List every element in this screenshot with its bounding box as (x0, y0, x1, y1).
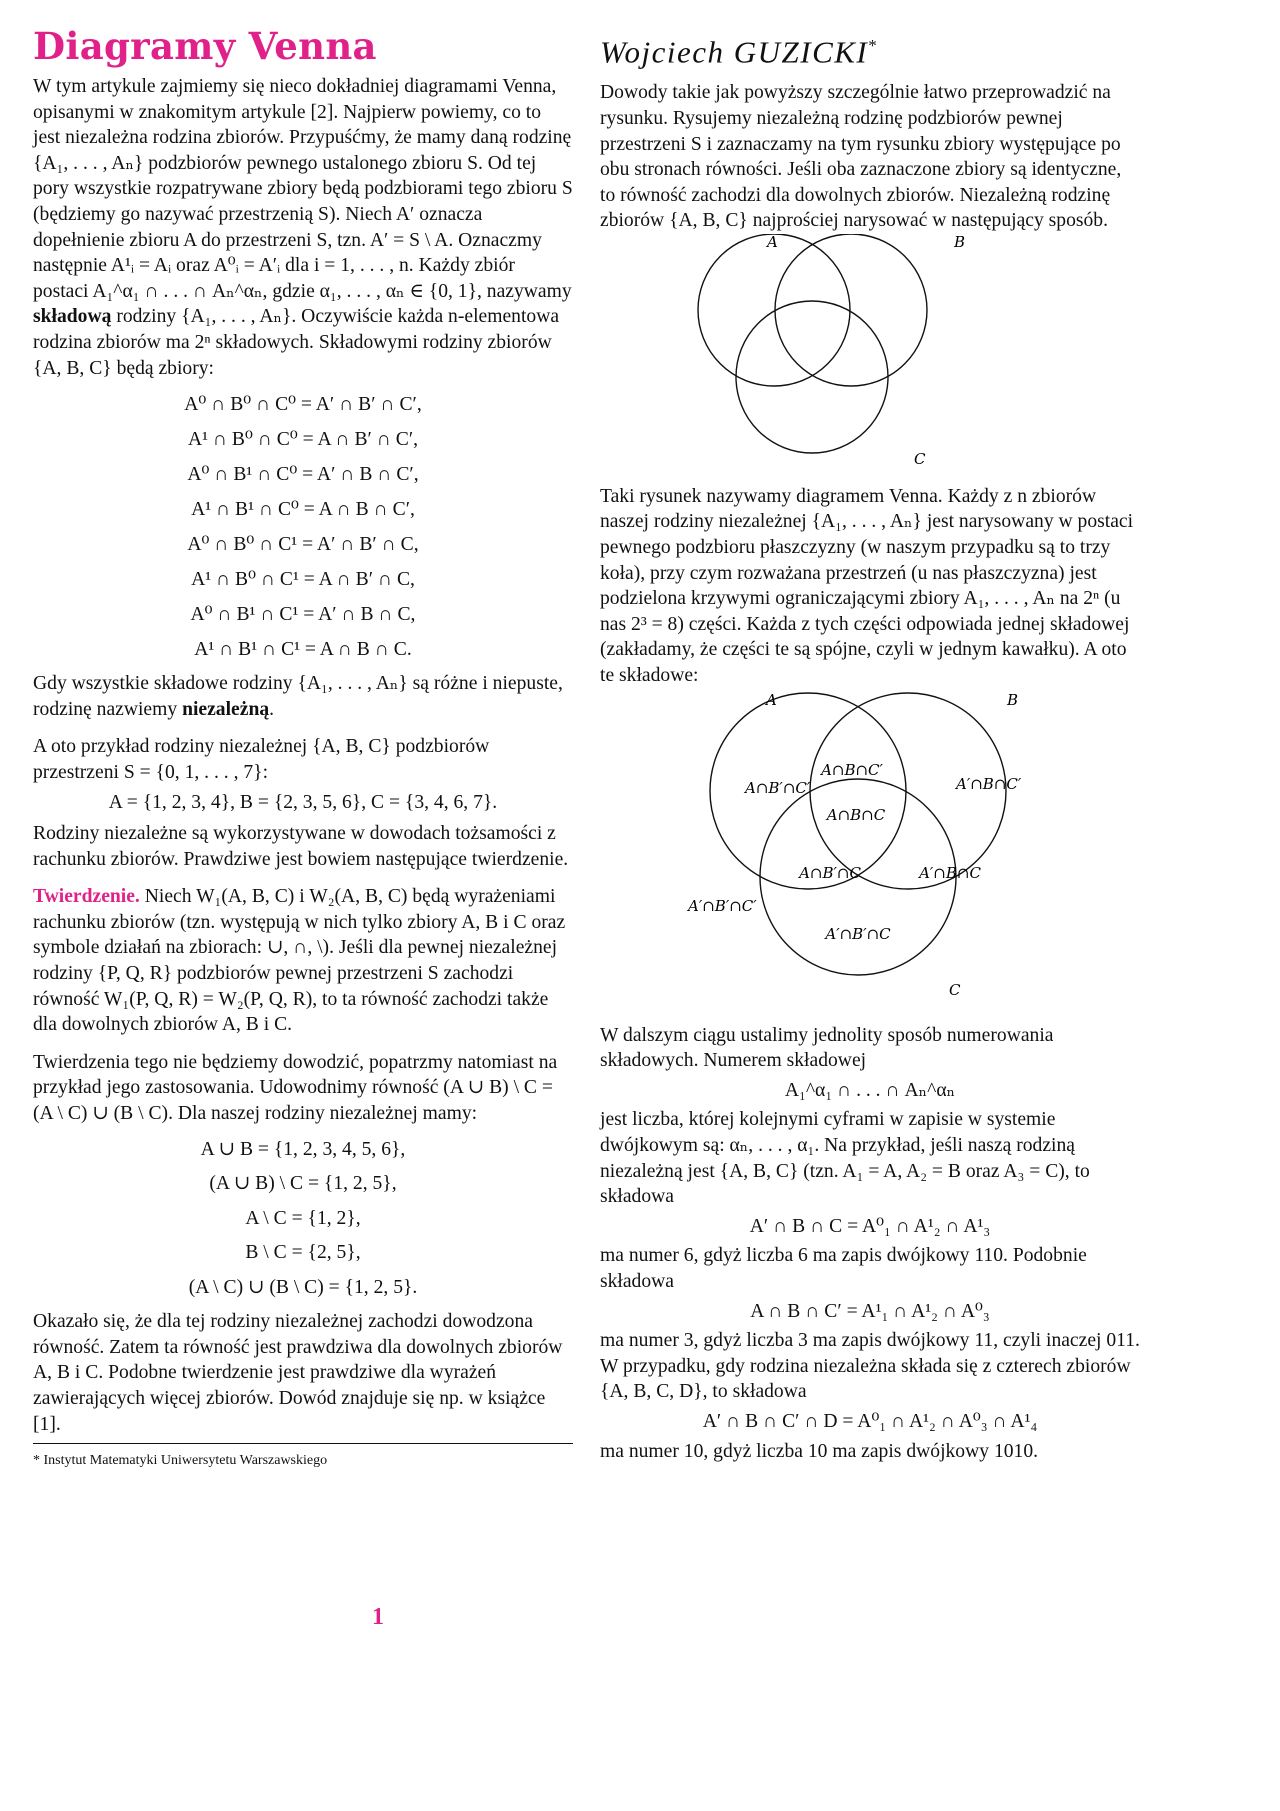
intro-text: W tym artykule zajmiemy się nieco dokładniej diagramami Venna, opisanymi w znakomitym artykule [2]. Najpierw powiemy, co to jest niezależna rodzina zbiorów. Przypuśćmy, że mamy daną rodzinę {A₁, . . . , Aₙ} podzbiorów pewnego ustalonego zbioru S. Od tej pory wszystkie rozpatrywane zbiory będą podzbiorami tego zbioru S (będziemy go nazywać przestrzenią S). Niech A′ oznacza dopełnienie zbioru A do przestrzeni S, tzn. A′ = S \ A. Oznaczmy następnie A¹ᵢ = Aᵢ oraz A⁰ᵢ = A′ᵢ dla i = 1, . . . , n. Każdy zbiór postaci A₁^α₁ ∩ . . . ∩ Aₙ^αₙ, gdzie α₁, . . . , αₙ ∈ {0, 1}, nazywamy (33, 76, 573, 302)
label-b: B (954, 233, 966, 251)
circle-c (736, 301, 888, 453)
proof-eq: B \ C = {2, 5}, (245, 1242, 361, 1264)
diagram-explanation: Taki rysunek nazywamy diagramem Venna. Każdy z n zbiorów naszej rodziny niezależnej {A₁, . . . , Aₙ} jest narysowany w postaci pewnego podzbioru płaszczyzny (w naszym przypadku są to trzy koła), przy czym rozważana przestrzeń (u nas płaszczyzna) jest podzielona krzywymi ograniczającymi zbiory A₁, . . . , Aₙ na 2ⁿ (u nas 2³ = 8) części. Każda z tych części odpowiada jednej składowej (zakładamy, że części te są spójne, czyli w jednym kawałku). A oto te składowe: (600, 485, 1134, 687)
region-outside: A′∩B′∩C′ (688, 896, 757, 915)
theorem-lead: Twierdzenie. (33, 886, 140, 908)
circle-b (775, 234, 927, 386)
footnote-rule (33, 1443, 573, 1470)
footnote: * Instytut Matematyki Uniwersytetu Warszawskiego (33, 1453, 328, 1469)
article-title: Diagramy Venna (33, 24, 377, 68)
equation-3: A ∩ B ∩ C′ = A¹₁ ∩ A¹₂ ∩ A⁰₃ (750, 1300, 990, 1322)
conclusion-paragraph: Okazało się, że dla tej rodziny niezależnej zachodzi dowodzona równość. Zatem ta równość jest prawdziwa dla dowolnych zbiorów A, B i C. Podobne twierdzenie jest prawdziwe dla wyrażeń zawierających więcej zbiorów. Dowód znajduje się np. w książce [1]. (33, 1311, 563, 1435)
intro-tail: rodziny {A₁, . . . , Aₙ}. Oczywiście każda n-elementowa rodzina zbiorów ma 2ⁿ składowych. Składowymi rodziny zbiorów {A, B, C} będą zbiory: (33, 306, 560, 379)
proof-intro: Twierdzenia tego nie będziemy dowodzić, popatrzmy natomiast na przykład jego zastosowania. Udowodnimy równość (A ∪ B) \ C = (A \ C) ∪ (B \ C). Dla naszej rodziny niezależnej mamy: (33, 1051, 558, 1125)
right-intro: Dowody takie jak powyższy szczególnie łatwo przeprowadzić na rysunku. Rysujemy niezależną rodzinę podzbiorów pewnej przestrzeni S i zaznaczamy na tym rysunku zbiory występujące po obu stronach równości. Jeśli oba zaznaczone zbiory są identyczne, to równość zachodzi dla dowolnych zbiorów. Niezależną rodzinę zbiorów {A, B, C} najprościej narysować w następujący sposób. (600, 82, 1122, 232)
equation-10: A′ ∩ B ∩ C′ ∩ D = A⁰₁ ∩ A¹₂ ∩ A⁰₃ ∩ A¹₄ (702, 1410, 1038, 1432)
label-a: A (767, 233, 778, 251)
page-number: 1 (372, 1604, 384, 1630)
component-eq: A⁰ ∩ B⁰ ∩ C⁰ = A′ ∩ B′ ∩ C′, (184, 394, 422, 416)
proof-eq: (A ∪ B) \ C = {1, 2, 5}, (209, 1173, 397, 1195)
region-bc: A′∩B∩C (919, 863, 981, 882)
author-name (600, 22, 1140, 76)
numbering-equation: A₁^α₁ ∩ . . . ∩ Aₙ^αₙ (784, 1079, 956, 1101)
component-eq: A¹ ∩ B¹ ∩ C¹ = A ∩ B ∩ C. (194, 639, 412, 661)
region-ac: A∩B′∩C (799, 863, 861, 882)
equation-6: A′ ∩ B ∩ C = A⁰₁ ∩ A¹₂ ∩ A¹₃ (749, 1215, 991, 1237)
theorem-text: Niech W₁(A, B, C) i W₂(A, B, C) będą wyrażeniami rachunku zbiorów (tzn. występują w nich tylko zbiory A, B i C oraz symbole działań na zbiorach: ∪, ∩, \). Jeśli dla pewnej niezależnej rodziny {P, Q, R} podzbiorów pewnej przestrzeni S zachodzi równość W₁(P, Q, R) = W₂(P, Q, R), to ta równość zachodzi także dla dowolnych zbiorów A, B i C. (33, 886, 566, 1036)
numbering-intro: W dalszym ciągu ustalimy jednolity sposób numerowania składowych. Numerem składowej (600, 1024, 1054, 1072)
theorem-paragraph (33, 884, 573, 1038)
text-6: ma numer 6, gdyż liczba 6 ma zapis dwójkowy 110. Podobnie składowa (600, 1245, 1087, 1292)
proof-eq: A ∪ B = {1, 2, 3, 4, 5, 6}, (200, 1138, 406, 1160)
intro-paragraph (33, 74, 573, 381)
component-eq: A¹ ∩ B¹ ∩ C⁰ = A ∩ B ∩ C′, (191, 499, 415, 521)
components-list (33, 387, 573, 667)
proof-eq: A \ C = {1, 2}, (245, 1207, 361, 1229)
term-niezalezna: niezależną (182, 698, 270, 720)
component-eq: A⁰ ∩ B¹ ∩ C¹ = A′ ∩ B ∩ C, (190, 604, 416, 626)
proof-eq: (A \ C) ∪ (B \ C) = {1, 2, 5}. (188, 1276, 418, 1298)
numbering-text: jest liczba, której kolejnymi cyframi w zapisie w systemie dwójkowym są: αₙ, . . . , α₁. Na przykład, jeśli naszą rodziną niezależną jest {A, B, C} (tzn. A₁ = A, A₂ = B oraz A₃ = C), to składowa (600, 1109, 1090, 1208)
usage-paragraph: Rodziny niezależne są wykorzystywane w dowodach tożsamości z rachunku zbiorów. Prawdziwe jest bowiem następujące twierdzenie. (33, 823, 569, 870)
label-a: A (766, 690, 777, 709)
author-footnote-mark: * (868, 36, 879, 55)
venn-diagram-simple (600, 234, 1140, 484)
circle-a (698, 234, 850, 386)
component-eq: A¹ ∩ B⁰ ∩ C¹ = A ∩ B′ ∩ C, (191, 569, 415, 591)
right-column (600, 22, 1140, 1464)
component-eq: A¹ ∩ B⁰ ∩ C⁰ = A ∩ B′ ∩ C′, (187, 429, 419, 451)
text-3: ma numer 3, gdyż liczba 3 ma zapis dwójkowy 11, czyli inaczej 011. W przypadku, gdy rodzina niezależna składa się z czterech zbiorów {A, B, C, D}, to składowa (600, 1330, 1140, 1403)
example-paragraph: A oto przykład rodziny niezależnej {A, B, C} podzbiorów przestrzeni S = {0, 1, . . . , 7}: (33, 736, 490, 783)
proof-equations (33, 1133, 573, 1306)
left-column (33, 22, 573, 1470)
region-ab: A∩B∩C′ (821, 760, 883, 779)
independent-def-end: . (269, 698, 275, 720)
label-c: C (914, 449, 926, 468)
component-eq: A⁰ ∩ B⁰ ∩ C¹ = A′ ∩ B′ ∩ C, (187, 534, 419, 556)
independent-def-text: Gdy wszystkie składowe rodziny {A₁, . . . , Aₙ} są różne i niepuste, rodzinę nazwiemy (33, 673, 563, 720)
region-a-only: A∩B′∩C′ (745, 778, 811, 797)
region-b-only: A′∩B∩C′ (956, 774, 1022, 793)
component-eq: A⁰ ∩ B¹ ∩ C⁰ = A′ ∩ B ∩ C′, (187, 464, 419, 486)
venn-diagram-components (600, 689, 1140, 1011)
region-c-only: A′∩B′∩C (825, 924, 891, 943)
label-b: B (1007, 690, 1019, 709)
author-text: Wojciech GUZICKI (600, 34, 869, 70)
example-equation: A = {1, 2, 3, 4}, B = {2, 3, 5, 6}, C = {3, 4, 6, 7}. (108, 791, 498, 813)
label-c: C (949, 980, 961, 999)
independent-definition (33, 671, 573, 722)
region-abc: A∩B∩C (826, 805, 886, 824)
term-skladowa: składową (33, 306, 112, 328)
text-10: ma numer 10, gdyż liczba 10 ma zapis dwójkowy 1010. (600, 1440, 1039, 1462)
